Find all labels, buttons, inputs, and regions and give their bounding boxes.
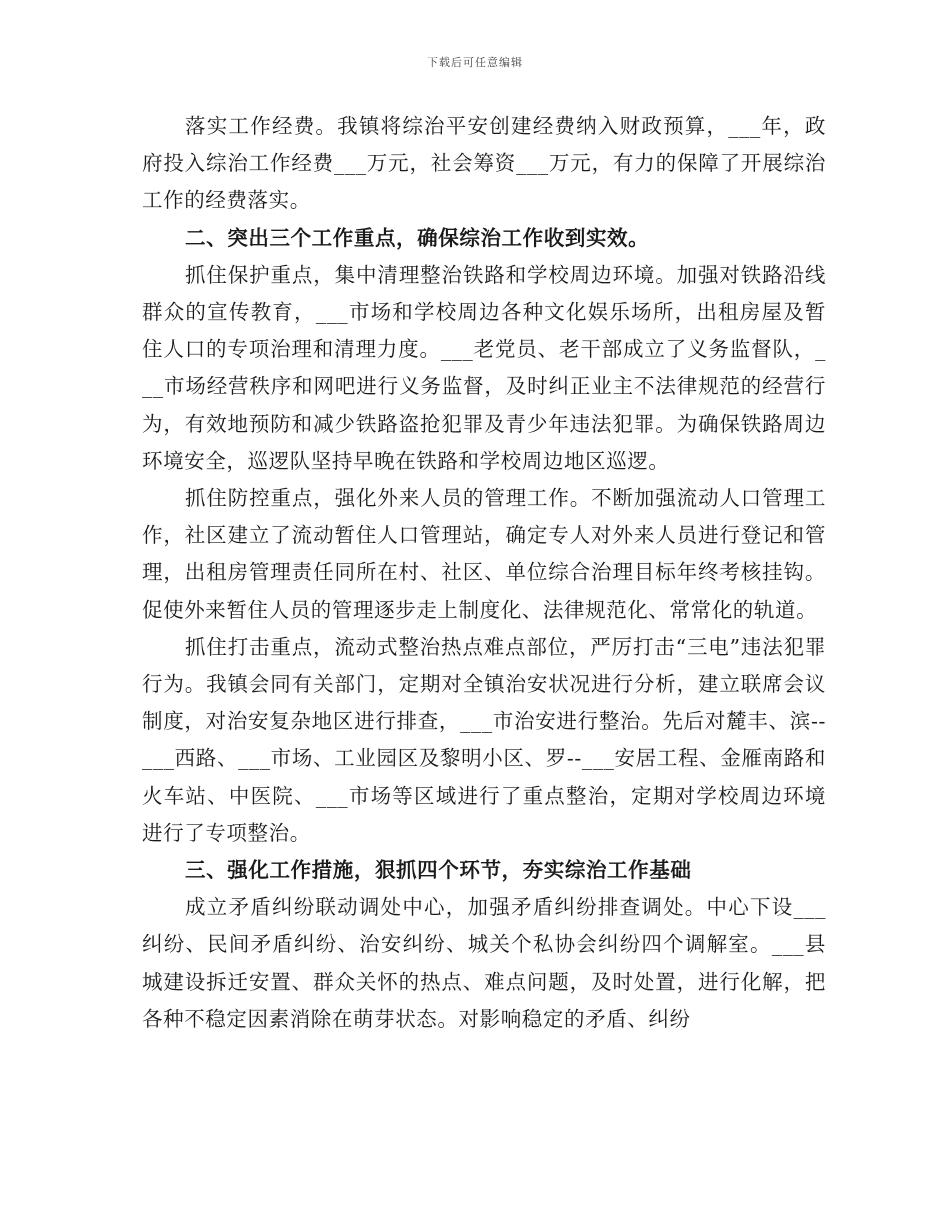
page-header: 下载后可任意编辑 [427, 56, 523, 69]
paragraph-crackdown-focus: 抓住打击重点，流动式整治热点难点部位，严厉打击“三电”违法犯罪行为。我镇会同有关部门，定期对全镇治安状况进行分析，建立联席会议制度，对治安复杂地区进行排查，___市治安进行整治。先后对麓丰、滨--___西路、___市场、工业园区及黎明小区、罗--___安居工程、金雁南路和火车站、中医院、___市场等区域进行了重点整治，定期对学校周边环境进行了专项整治。 [142, 634, 826, 845]
section-heading-two: 二、突出三个工作重点，确保综治工作收到实效。 [185, 225, 650, 250]
paragraph-prevention-focus: 抓住防控重点，强化外来人员的管理工作。不断加强流动人口管理工作，社区建立了流动暂住人口管理站，确定专人对外来人员进行登记和管理，出租房管理责任同所在村、社区、单位综合治理目标年终考核挂钩。促使外来暂住人员的管理逐步走上制度化、法律规范化、常常化的轨道。 [142, 486, 826, 622]
paragraph-protection-focus: 抓住保护重点，集中清理整治铁路和学校周边环境。加强对铁路沿线群众的宣传教育，___市场和学校周边各种文化娱乐场所，出租房屋及暂住人口的专项治理和清理力度。___老党员、老干部成立了义务监督队，___市场经营秩序和网吧进行义务监督，及时纠正业主不法律规范的经营行为，有效地预防和减少铁路盗抢犯罪及青少年违法犯罪。为确保铁路周边环境安全，巡逻队坚持早晚在铁路和学校周边地区巡逻。 [142, 262, 826, 473]
paragraph-funding: 落实工作经费。我镇将综治平安创建经费纳入财政预算，___年，政府投入综治工作经费___万元，社会筹资___万元，有力的保障了开展综治工作的经费落实。 [142, 114, 826, 213]
paragraph-dispute-mediation: 成立矛盾纠纷联动调处中心，加强矛盾纠纷排查调处。中心下设___纠纷、民间矛盾纠纷、治安纠纷、城关个私协会纠纷四个调解室。___县城建设拆迁安置、群众关怀的热点、难点问题，及时处置，进行化解，把各种不稳定因素消除在萌芽状态。对影响稳定的矛盾、纠纷 [142, 895, 826, 1031]
section-heading-three: 三、强化工作措施，狠抓四个环节，夯实综治工作基础 [185, 858, 692, 883]
document-body [142, 108, 826, 1038]
